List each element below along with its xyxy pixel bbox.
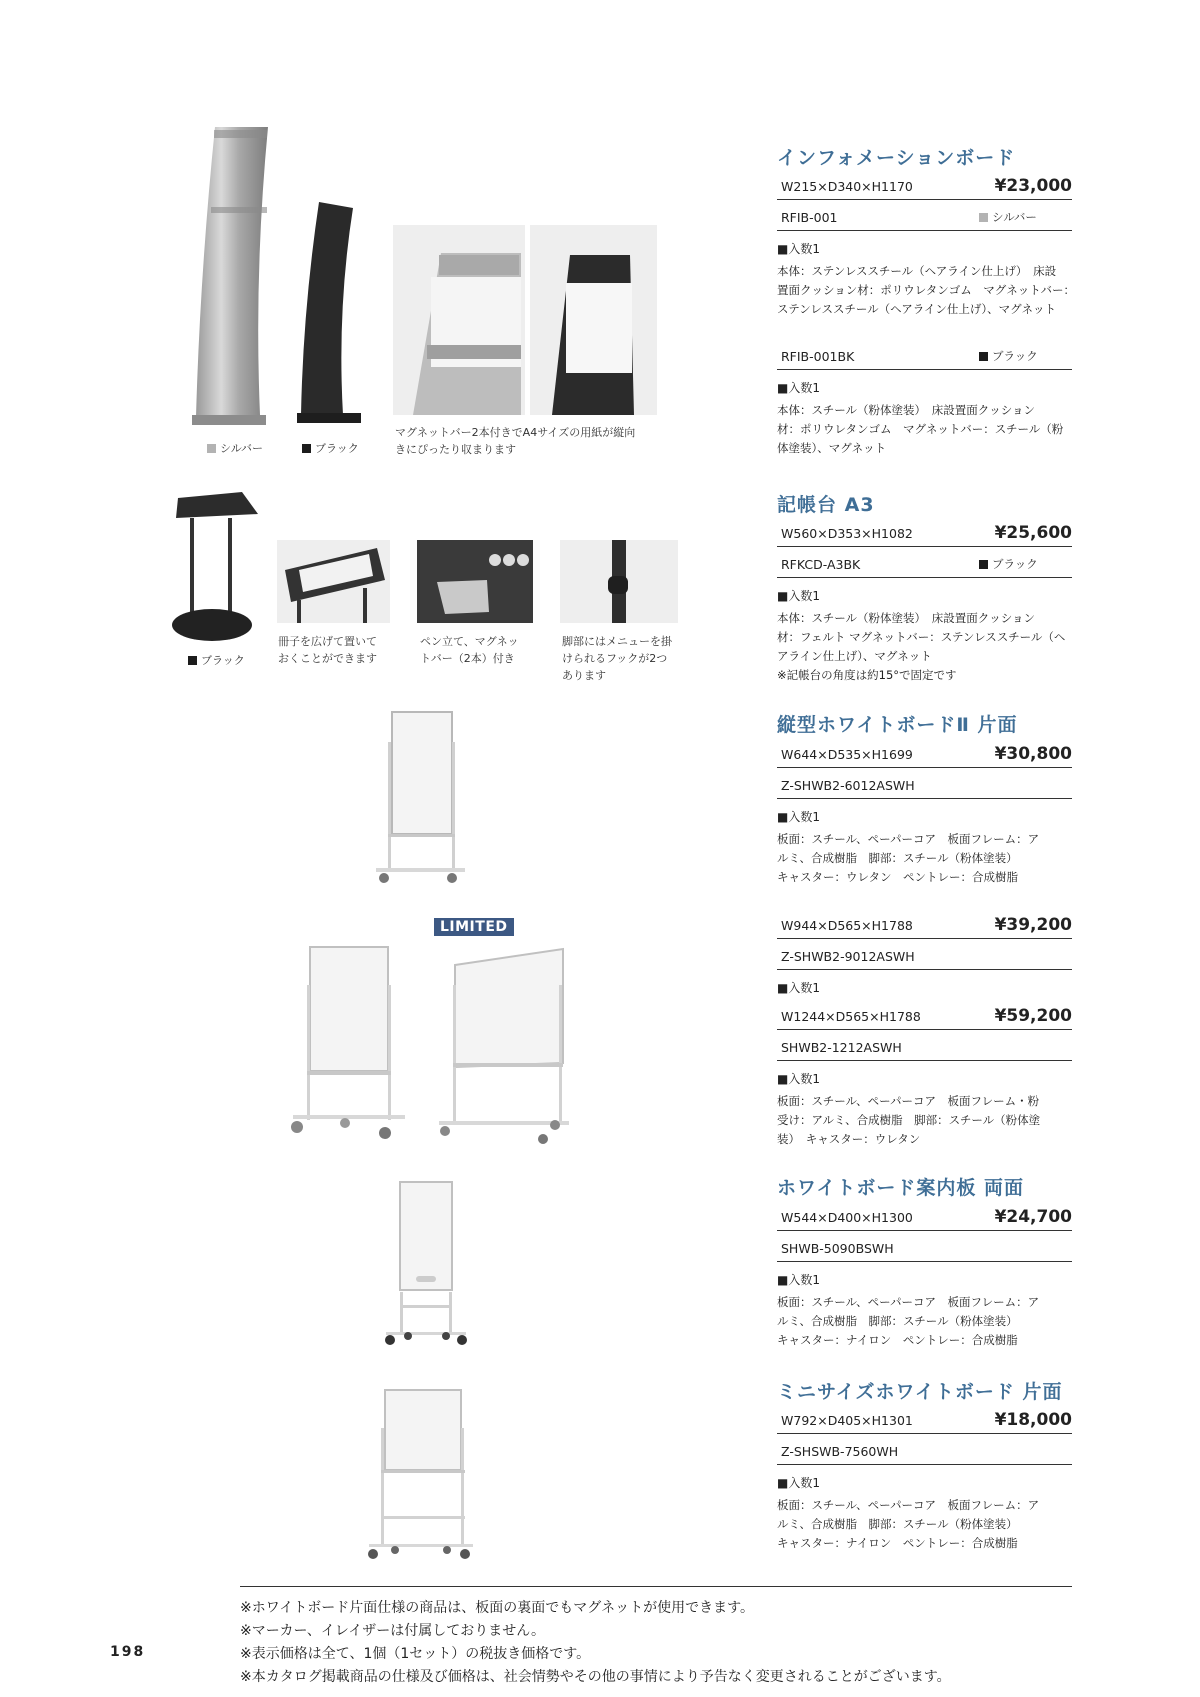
info-board-size-row — [777, 170, 1072, 200]
info-board-code1: RFIB-001 — [781, 210, 838, 225]
info-board-size: W215×D340×H1170 — [781, 179, 913, 194]
guide-title: ホワイトボード案内板 両面 — [777, 1177, 1025, 1199]
caption-hook: 脚部にはメニューを掛 けられるフックが2つ あります — [562, 635, 672, 682]
vertical-wb-size2-row — [777, 909, 1072, 939]
info-board-code2-row — [777, 340, 1072, 370]
note-line: ※表示価格は全て、1個（1セット）の税抜き価格です。 — [240, 1646, 591, 1662]
vertical-wb-qty2: ■入数1 — [777, 981, 820, 995]
vertical-wb-size: W644×D535×H1699 — [781, 747, 913, 762]
kicho-title: 記帳台 A3 — [777, 494, 875, 516]
mini-desc: 板面：スチール、ペーパーコア 板面フレーム：ア ルミ、合成樹脂 脚部：スチール（粉体塗装） キャスター：ナイロン ペントレー：合成樹脂 — [777, 1498, 1040, 1550]
kicho-color: ブラック — [979, 556, 1038, 572]
caption-stand-silver: シルバー — [207, 440, 263, 457]
mini-qty: ■入数1 — [777, 1476, 820, 1490]
whiteboard-1244-image — [435, 945, 570, 1145]
footer-divider — [240, 1586, 1072, 1587]
note-line: ※本カタログ掲載商品の仕様及び価格は、社会情勢やその他の事情により予告なく変更されることがございます。 — [240, 1669, 951, 1685]
info-board-qty1: ■入数1 — [777, 242, 820, 256]
info-board-color1: シルバー — [979, 209, 1037, 225]
info-board-code2: RFIB-001BK — [781, 349, 855, 364]
magnet-detail-silver-photo — [393, 225, 525, 415]
vertical-wb-code-row — [777, 769, 1072, 799]
vertical-wb-price3: ¥59,200 — [994, 1006, 1072, 1026]
whiteboard-944-image — [285, 945, 410, 1140]
mini-code-row — [777, 1435, 1072, 1465]
caption-kicho-black: ブラック — [188, 652, 245, 669]
footer-notes — [240, 1597, 951, 1689]
kicho-hook-photo — [560, 540, 678, 623]
caption-pen: ペン立て、マグネッ トバー（2本）付き — [420, 635, 519, 665]
vertical-wb-title: 縦型ホワイトボードⅡ 片面 — [777, 714, 1018, 736]
kicho-pen-photo — [417, 540, 533, 623]
info-board-price: ¥23,000 — [994, 176, 1072, 196]
mini-size: W792×D405×H1301 — [781, 1413, 913, 1428]
page-number: 198 — [110, 1644, 146, 1660]
mini-title: ミニサイズホワイトボード 片面 — [777, 1381, 1063, 1403]
whiteboard-guide-image — [380, 1180, 470, 1350]
mini-code: Z-SHSWB-7560WH — [781, 1444, 899, 1459]
magnet-detail-black-photo — [530, 225, 657, 415]
kicho-stand-image — [170, 490, 260, 645]
vertical-wb-code3-row — [777, 1031, 1072, 1061]
guide-code-row — [777, 1232, 1072, 1262]
guide-size: W544×D400×H1300 — [781, 1210, 913, 1225]
guide-qty: ■入数1 — [777, 1273, 820, 1287]
vertical-wb-size3-row — [777, 1000, 1072, 1030]
kicho-booklet-photo — [277, 540, 390, 623]
vertical-wb-size-row — [777, 738, 1072, 768]
vertical-wb-qty: ■入数1 — [777, 810, 820, 824]
kicho-size-row — [777, 517, 1072, 547]
info-board-color2: ブラック — [979, 348, 1038, 364]
info-board-code1-row — [777, 201, 1072, 231]
guide-code: SHWB-5090BSWH — [781, 1241, 894, 1256]
kicho-qty: ■入数1 — [777, 589, 820, 603]
caption-stand-black: ブラック — [302, 440, 359, 457]
vertical-wb-desc: 板面：スチール、ペーパーコア 板面フレーム：ア ルミ、合成樹脂 脚部：スチール（粉体塗装） キャスター：ウレタン ペントレー：合成樹脂 — [777, 832, 1040, 884]
info-board-desc2: 本体：スチール（粉体塗装） 床設置面クッション 材：ポリウレタンゴム マグネットバー：スチール（粉 体塗装）、マグネット — [777, 403, 1064, 455]
caption-booklet: 冊子を広げて置いて おくことができます — [278, 635, 377, 665]
vertical-wb-code3: SHWB2-1212ASWH — [781, 1040, 902, 1055]
info-board-qty2: ■入数1 — [777, 381, 820, 395]
info-board-desc1: 本体：ステンレススチール（ヘアライン仕上げ） 床設 置面クッション材：ポリウレタンゴム マグネットバー： ステンレススチール（ヘアライン仕上げ）、マグネット — [777, 264, 1075, 316]
vertical-wb-size2: W944×D565×H1788 — [781, 918, 913, 933]
mini-whiteboard-image — [365, 1388, 475, 1563]
guide-desc: 板面：スチール、ペーパーコア 板面フレーム：ア ルミ、合成樹脂 脚部：スチール（粉体塗装） キャスター：ナイロン ペントレー：合成樹脂 — [777, 1295, 1040, 1347]
info-board-title: インフォメーションボード — [777, 147, 1016, 169]
note-line: ※マーカー、イレイザーは付属しておりません。 — [240, 1623, 546, 1639]
mini-size-row — [777, 1404, 1072, 1434]
mini-price: ¥18,000 — [994, 1410, 1072, 1430]
vertical-wb-code2: Z-SHWB2-9012ASWH — [781, 949, 915, 964]
kicho-code-row — [777, 548, 1072, 578]
vertical-whiteboard-image — [370, 710, 465, 885]
vertical-wb-code: Z-SHWB2-6012ASWH — [781, 778, 915, 793]
kicho-code: RFKCD-A3BK — [781, 557, 861, 572]
info-board-black-image — [295, 200, 365, 430]
kicho-price: ¥25,600 — [994, 523, 1072, 543]
caption-magnet: マグネットバー2本付きでA4サイズの用紙が縦向 きにぴったり収まります — [395, 426, 636, 456]
black-swatch-icon — [979, 560, 988, 569]
guide-size-row — [777, 1201, 1072, 1231]
vertical-wb-code2-row — [777, 940, 1072, 970]
vertical-wb-price: ¥30,800 — [994, 744, 1072, 764]
info-board-silver-image — [190, 125, 270, 430]
kicho-size: W560×D353×H1082 — [781, 526, 913, 541]
limited-badge: LIMITED — [434, 918, 514, 936]
vertical-wb-price2: ¥39,200 — [994, 915, 1072, 935]
kicho-desc: 本体：スチール（粉体塗装） 床設置面クッション 材：フェルト マグネットバー：ステンレススチール（ヘ アライン仕上げ）、マグネット ※記帳台の角度は約15°で固定です — [777, 611, 1066, 682]
vertical-wb-qty3: ■入数1 — [777, 1072, 820, 1086]
silver-swatch-icon — [979, 213, 988, 222]
note-line: ※ホワイトボード片面仕様の商品は、板面の裏面でもマグネットが使用できます。 — [240, 1600, 755, 1616]
guide-price: ¥24,700 — [994, 1207, 1072, 1227]
vertical-wb-size3: W1244×D565×H1788 — [781, 1009, 921, 1024]
vertical-wb-desc3: 板面：スチール、ペーパーコア 板面フレーム・粉 受け：アルミ、合成樹脂 脚部：スチール（粉体塗 装） キャスター：ウレタン — [777, 1094, 1041, 1146]
black-swatch-icon — [979, 352, 988, 361]
